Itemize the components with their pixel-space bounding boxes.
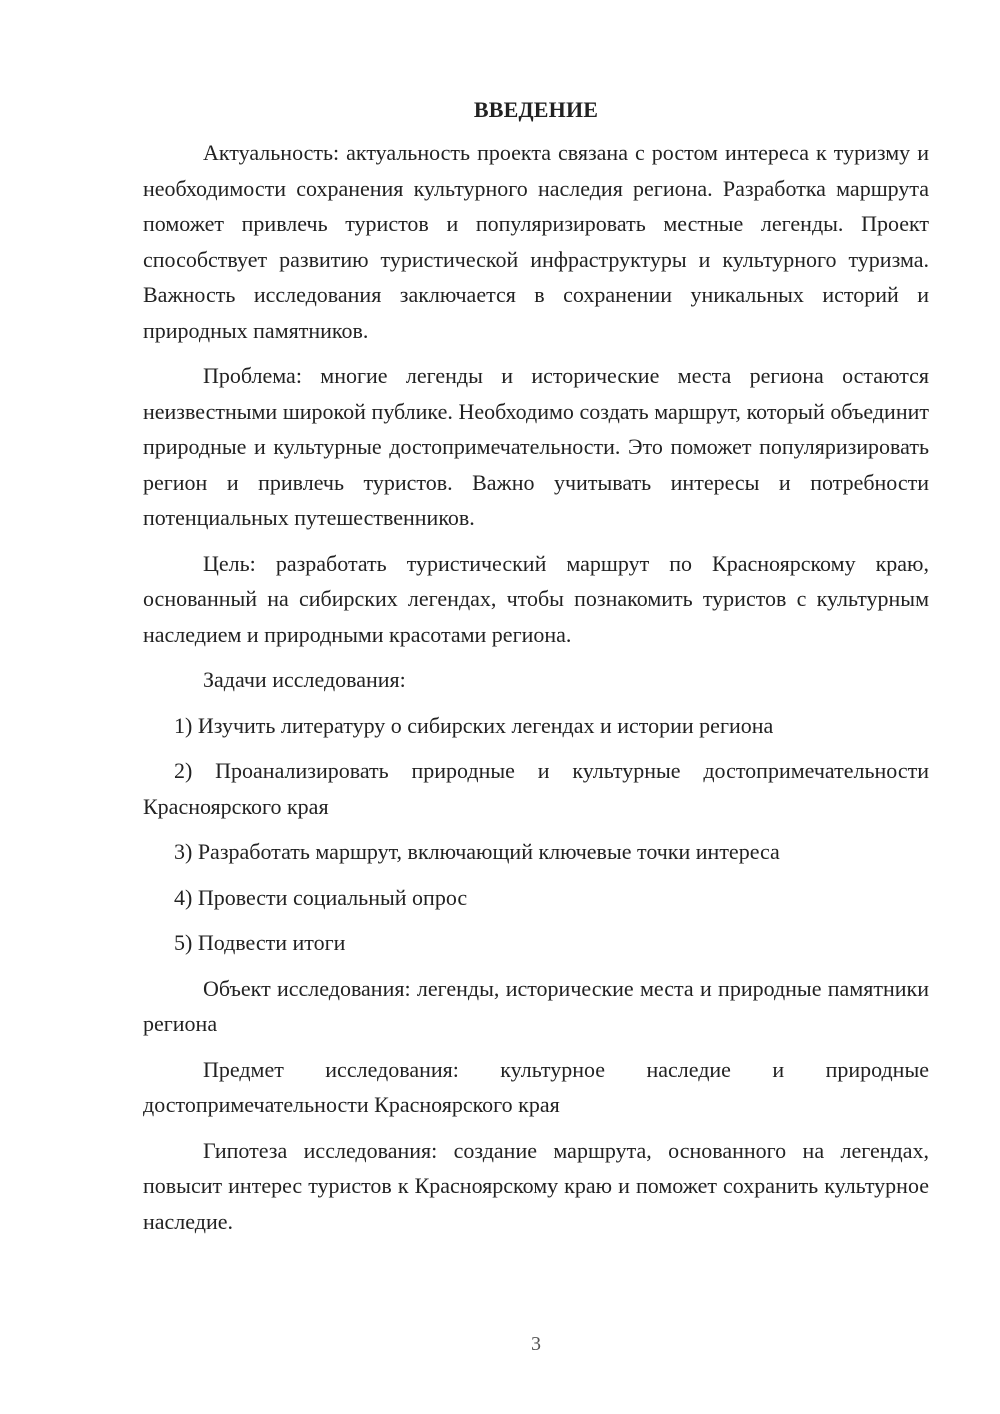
task-item: 3) Разработать маршрут, включающий ключевые точки интереса bbox=[174, 839, 780, 864]
problem-paragraph: Проблема: многие легенды и исторические места региона остаются неизвестными широкой публике. Необходимо создать маршрут, который объединит природные и культурные достопримечательности. Это поможет популяризировать регион и привлечь туристов. Важно учитывать интересы и потребности потенциальных путешественников. bbox=[143, 363, 929, 530]
task-item: 1) Изучить литературу о сибирских легендах и истории региона bbox=[174, 712, 774, 738]
relevance-paragraph: Актуальность: актуальность проекта связана с ростом интереса к туризму и необходимости сохранения культурного наследия региона. Разработка маршрута поможет привлечь туристов и популяризировать местные легенды. Проект способствует развитию туристической инфраструктуры и культурного туризма. Важность исследования заключается в сохранении уникальных историй и природных памятников. bbox=[143, 140, 929, 343]
tasks-intro: Задачи исследования: bbox=[203, 667, 406, 692]
task-item: 5) Подвести итоги bbox=[174, 930, 346, 955]
section-heading: ВВЕДЕНИЕ bbox=[473, 97, 599, 122]
task-item: 4) Провести социальный опрос bbox=[174, 884, 468, 910]
task-item: 2) Проанализировать природные и культурные достопримечательности Красноярского края bbox=[143, 758, 929, 819]
goal-paragraph: Цель: разработать туристический маршрут по Красноярскому краю, основанный на сибирских легендах, чтобы познакомить туристов с культурным наследием и природными красотами региона. bbox=[143, 550, 929, 647]
document-page bbox=[143, 95, 929, 1249]
subject-paragraph: Предмет исследования: культурное наследие и природные достопримечательности Красноярского края bbox=[143, 1056, 929, 1117]
page-number: 3 bbox=[531, 1333, 541, 1355]
hypothesis-paragraph: Гипотеза исследования: создание маршрута, основанного на легендах, повысит интерес туристов к Красноярскому краю и поможет сохранить культурное наследие. bbox=[143, 1137, 929, 1234]
object-paragraph: Объект исследования: легенды, исторические места и природные памятники региона bbox=[143, 975, 929, 1036]
